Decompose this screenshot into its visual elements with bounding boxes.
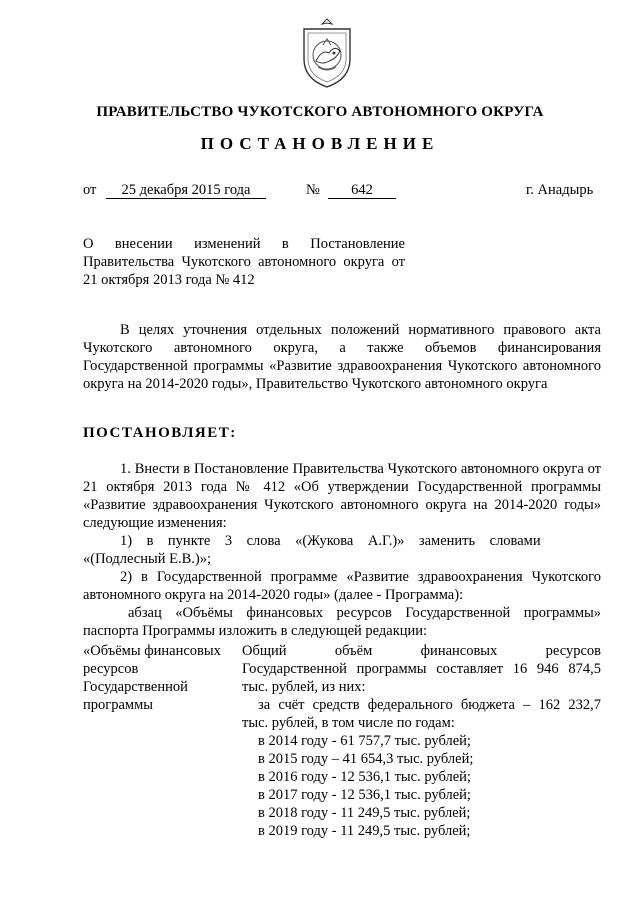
date-from-label: от: [83, 182, 97, 198]
item-1-paragraph: 1. Внести в Постановление Правительства Чукотского автономного округа от 21 октября 2013 года № 412 «Об утверждении Государственной программы «Развитие здравоохранения Чукотского автономного округа на 2014-2020 годы» следующие изменения:: [83, 461, 601, 531]
passport-left-cell: «Объёмы финансовых ресурсов Государственной программы: [83, 643, 221, 713]
passport-federal-line-2: тыс. рублей, в том числе по годам:: [242, 715, 455, 731]
document-city: г. Анадырь: [526, 182, 594, 198]
document-date: 25 декабря 2015 года: [106, 182, 266, 199]
subitem-1-line-1: 1) в пункте 3 слова «(Жукова А.Г.)» заменить словами: [120, 533, 541, 549]
subitem-2-paragraph: 2) в Государственной программе «Развитие здравоохранения Чукотского автономного округа на 2014-2020 годы» (далее - Программа):: [83, 569, 601, 603]
subitem-1-line-2: «(Подлесный Е.В.)»;: [83, 551, 212, 567]
year-row-2018: в 2018 году - 11 249,5 тыс. рублей;: [258, 805, 471, 821]
passport-total-line-1: Общий объём финансовых ресурсов: [242, 643, 601, 659]
passport-right-cell: [242, 642, 601, 840]
passport-total-line-2: Государственной программы составляет 16 946 874,5: [242, 661, 601, 677]
document-type: ПОСТАНОВЛЕНИЕ: [200, 134, 440, 153]
year-row-2017: в 2017 году - 12 536,1 тыс. рублей;: [258, 787, 471, 803]
abstract-paragraph: абзац «Объёмы финансовых ресурсов Государственной программы» паспорта Программы изложить в следующей редакции:: [83, 605, 601, 639]
document-number: 642: [328, 182, 396, 199]
document-subject: О внесении изменений в Постановление Правительства Чукотского автономного округа от 21 октября 2013 года № 412: [83, 236, 405, 288]
year-row-2016: в 2016 году - 12 536,1 тыс. рублей;: [258, 769, 471, 785]
passport-federal-line-1: за счёт средств федерального бюджета – 162 232,7: [258, 697, 601, 713]
year-row-2015: в 2015 году – 41 654,3 тыс. рублей;: [258, 751, 474, 767]
year-row-2019: в 2019 году - 11 249,5 тыс. рублей;: [258, 823, 471, 839]
coat-of-arms-emblem-icon: [296, 15, 358, 91]
government-title: ПРАВИТЕЛЬСТВО ЧУКОТСКОГО АВТОНОМНОГО ОКРУГА: [96, 104, 544, 120]
year-row-2014: в 2014 году - 61 757,7 тыс. рублей;: [258, 733, 471, 749]
resolves-heading: ПОСТАНОВЛЯЕТ:: [83, 425, 237, 441]
number-label: №: [306, 182, 320, 198]
preamble-paragraph: В целях уточнения отдельных положений нормативного правового акта Чукотского автономного округа, а также объемов финансирования Государственной программы «Развитие здравоохранения Чукотского автономного округа на 2014-2020 годы», Правительство Чукотского автономного округа: [83, 322, 601, 392]
passport-total-line-3: тыс. рублей, из них:: [242, 679, 366, 695]
